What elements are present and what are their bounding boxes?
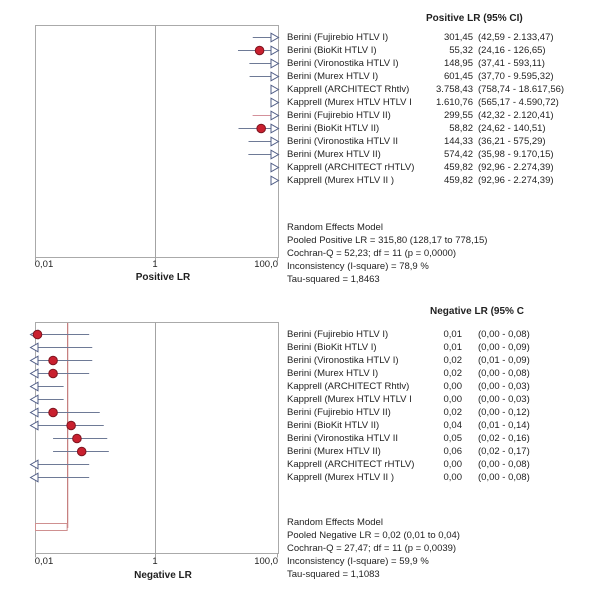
study-value: 0,04: [443, 419, 462, 431]
summary-line: Pooled Negative LR = 0,02 (0,01 to 0,04): [287, 530, 460, 541]
study-value: 144,33: [443, 135, 473, 147]
study-label: Kapprell (ARCHITECT Rhtlv): [287, 83, 410, 95]
study-ci: (0,02 - 0,16): [478, 432, 530, 444]
study-value: 0,00: [443, 458, 462, 470]
study-ci: (0,01 - 0,09): [478, 354, 530, 366]
study-label: Berini (Murex HTLV I): [287, 367, 379, 379]
study-row: [0, 380, 608, 393]
study-row: [0, 471, 608, 484]
study-label: Berini (Fujirebio HTLV II): [287, 109, 391, 121]
study-ci: (0,00 - 0,08): [478, 328, 530, 340]
study-label: Berini (BioKit HTLV I): [287, 341, 377, 353]
study-value: 459,82: [443, 161, 473, 173]
study-row: [0, 393, 608, 406]
study-label: Berini (Murex HTLV I): [287, 70, 379, 82]
study-value: 3.758,43: [436, 83, 473, 95]
study-label: Berini (Vironostika HTLV I): [287, 57, 399, 69]
study-value: 58,82: [449, 122, 473, 134]
summary-line: Tau-squared = 1,8463: [287, 274, 380, 285]
study-label: Berini (Fujirebio HTLV I): [287, 31, 389, 43]
study-row: [0, 406, 608, 419]
study-ci: (0,00 - 0,09): [478, 341, 530, 353]
study-ci: (0,00 - 0,03): [478, 393, 530, 405]
study-label: Kapprell (ARCHITECT rHTLV): [287, 161, 415, 173]
study-row: [0, 148, 608, 161]
study-ci: (0,00 - 0,08): [478, 458, 530, 470]
study-label: Berini (Vironostika HTLV II: [287, 135, 399, 147]
summary-line: Random Effects Model: [287, 517, 383, 528]
study-ci: (42,32 - 2.120,41): [478, 109, 554, 121]
study-label: Berini (Fujirebio HTLV I): [287, 328, 389, 340]
summary-line: Inconsistency (I-square) = 78,9 %: [287, 261, 429, 272]
study-label: Berini (Fujirebio HTLV II): [287, 406, 391, 418]
study-label: Kapprell (Murex HTLV HTLV I: [287, 96, 412, 108]
study-value: 0,05: [443, 432, 462, 444]
study-label: Kapprell (Murex HTLV II ): [287, 174, 394, 186]
study-ci: (0,00 - 0,12): [478, 406, 530, 418]
study-row: [0, 161, 608, 174]
bottom-x-tick-1: 1: [152, 556, 158, 567]
study-row: [0, 96, 608, 109]
study-row: [0, 458, 608, 471]
summary-line: Tau-squared = 1,1083: [287, 569, 380, 580]
study-value: 459,82: [443, 174, 473, 186]
study-ci: (92,96 - 2.274,39): [478, 161, 554, 173]
bottom-plot-header: Negative LR (95% C: [430, 306, 524, 317]
study-row: [0, 122, 608, 135]
study-value: 0,02: [443, 354, 462, 366]
study-label: Berini (Murex HTLV II): [287, 148, 381, 160]
study-value: 55,32: [449, 44, 473, 56]
study-label: Berini (Vironostika HTLV I): [287, 354, 399, 366]
study-value: 0,00: [443, 471, 462, 483]
study-label: Berini (BioKit HTLV I): [287, 44, 377, 56]
study-ci: (0,00 - 0,03): [478, 380, 530, 392]
study-label: Kapprell (ARCHITECT rHTLV): [287, 458, 415, 470]
study-ci: (92,96 - 2.274,39): [478, 174, 554, 186]
study-value: 299,55: [443, 109, 473, 121]
summary-line: Cochran-Q = 27,47; df = 11 (p = 0,0039): [287, 543, 457, 554]
study-value: 0,02: [443, 406, 462, 418]
bottom-x-tick-100: 100,0: [254, 556, 278, 567]
study-row: [0, 419, 608, 432]
study-value: 148,95: [443, 57, 473, 69]
bottom-x-axis-label: Negative LR: [134, 570, 192, 581]
study-ci: (758,74 - 18.617,56): [478, 83, 565, 95]
study-ci: (0,02 - 0,17): [478, 445, 530, 457]
study-row: [0, 31, 608, 44]
summary-line: Cochran-Q = 52,23; df = 11 (p = 0,0000): [287, 248, 457, 259]
study-ci: (0,00 - 0,08): [478, 471, 530, 483]
study-value: 0,00: [443, 393, 462, 405]
summary-line: Pooled Positive LR = 315,80 (128,17 to 778,15): [287, 235, 488, 246]
top-x-axis-label: Positive LR: [135, 272, 191, 283]
study-row: [0, 174, 608, 187]
study-row: [0, 44, 608, 57]
top-x-tick-001: 0,01: [34, 259, 54, 270]
study-ci: (24,62 - 140,51): [478, 122, 546, 134]
study-label: Berini (BioKit HTLV II): [287, 419, 380, 431]
study-label: Berini (BioKit HTLV II): [287, 122, 380, 134]
study-row: [0, 57, 608, 70]
summary-line: Inconsistency (I-square) = 59,9 %: [287, 556, 429, 567]
study-row: [0, 367, 608, 380]
study-label: Kapprell (Murex HTLV II ): [287, 471, 394, 483]
top-x-tick-1: 1: [152, 259, 158, 270]
study-value: 574,42: [443, 148, 473, 160]
study-row: [0, 341, 608, 354]
study-row: [0, 432, 608, 445]
study-value: 0,02: [443, 367, 462, 379]
study-value: 0,00: [443, 380, 462, 392]
study-ci: (0,00 - 0,08): [478, 367, 530, 379]
study-row: [0, 354, 608, 367]
top-x-tick-100: 100,0: [254, 259, 278, 270]
study-ci: (37,41 - 593,11): [478, 57, 545, 69]
study-value: 0,01: [443, 328, 462, 340]
study-value: 0,06: [443, 445, 462, 457]
study-label: Kapprell (Murex HTLV HTLV I: [287, 393, 412, 405]
study-label: Berini (Vironostika HTLV II: [287, 432, 399, 444]
study-row: [0, 135, 608, 148]
study-ci: (36,21 - 575,29): [478, 135, 546, 147]
study-label: Kapprell (ARCHITECT Rhtlv): [287, 380, 410, 392]
study-row: [0, 445, 608, 458]
summary-line: Random Effects Model: [287, 222, 383, 233]
study-value: 601,45: [443, 70, 473, 82]
top-plot-header: Positive LR (95% CI): [426, 13, 523, 24]
study-row: [0, 70, 608, 83]
study-row: [0, 328, 608, 341]
study-ci: (37,70 - 9.595,32): [478, 70, 554, 82]
study-ci: (35,98 - 9.170,15): [478, 148, 554, 160]
study-ci: (0,01 - 0,14): [478, 419, 530, 431]
study-row: [0, 109, 608, 122]
study-value: 301,45: [443, 31, 473, 43]
study-ci: (565,17 - 4.590,72): [478, 96, 559, 108]
study-label: Berini (Murex HTLV II): [287, 445, 381, 457]
study-row: [0, 83, 608, 96]
study-value: 0,01: [443, 341, 462, 353]
study-ci: (24,16 - 126,65): [478, 44, 546, 56]
study-value: 1.610,76: [436, 96, 473, 108]
bottom-x-tick-001: 0,01: [34, 556, 54, 567]
study-ci: (42,59 - 2.133,47): [478, 31, 554, 43]
